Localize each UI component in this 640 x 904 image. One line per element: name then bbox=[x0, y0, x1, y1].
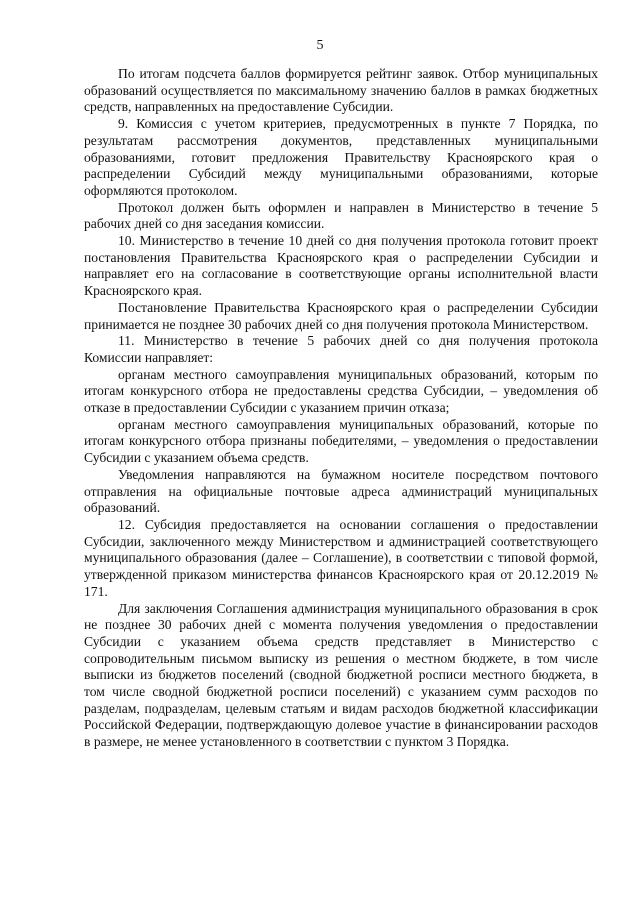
paragraph-resolution: Постановление Правительства Красноярского края о распределении Субсидии принимается не позднее 30 рабочих дней со дня получения протокола Министерством. bbox=[84, 299, 598, 332]
paragraph-winner-notice: органам местного самоуправления муниципальных образований, которые по итогам конкурсного отбора признаны победителями, – уведомления о предоставлении Субсидии с указанием объема средств. bbox=[84, 416, 598, 466]
paragraph-9-commission: 9. Комиссия с учетом критериев, предусмотренных в пункте 7 Порядка, по результатам рассмотрения документов, представленных муниципальными образованиями, готовит предложения Правительству Красноярского края о распределении Субсидий между муниципальными образованиями, которые оформляются протоколом. bbox=[84, 116, 598, 198]
paragraph-11-notifications: 11. Министерство в течение 5 рабочих дней со дня получения протокола Комиссии направляет: bbox=[84, 333, 598, 365]
paragraph-10-ministry: 10. Министерство в течение 10 дней со дня получения протокола готовит проект постановления Правительства Красноярского края о распределении Субсидии и направляет его на согласование в соответствующие органы исполнительной власти Красноярского края. bbox=[84, 233, 598, 299]
paragraph-rating: По итогам подсчета баллов формируется рейтинг заявок. Отбор муниципальных образований осуществляется по максимальному значению баллов в рамках бюджетных средств, направленных на предоставление Субсидии. bbox=[84, 66, 598, 115]
paragraph-12-agreement: 12. Субсидия предоставляется на основании соглашения о предоставлении Субсидии, заключенного между Министерством и администрацией соответствующего муниципального образования (далее – Соглашение), в соответствии с типовой формой, утвержденной приказом министерства финансов Красноярского края от 20.12.2019 № 171. bbox=[84, 516, 598, 599]
paragraph-refusal-notice: органам местного самоуправления муниципальных образований, которым по итогам конкурсного отбора не предоставлены средства Субсидии, – уведомления об отказе в предоставлении Субсидии с указанием причин отказа; bbox=[84, 366, 598, 416]
paragraph-protocol-deadline: Протокол должен быть оформлен и направлен в Министерство в течение 5 рабочих дней со дня заседания комиссии. bbox=[84, 199, 598, 232]
page-number: 5 bbox=[316, 38, 324, 53]
document-body bbox=[84, 66, 598, 751]
paragraph-mailing: Уведомления направляются на бумажном носителе посредством почтового отправления на официальные почтовые адреса администраций муниципальных образований. bbox=[84, 466, 598, 516]
paragraph-agreement-documents: Для заключения Соглашения администрация муниципального образования в срок не позднее 30 рабочих дней с момента получения уведомления о предоставлении Субсидии с указанием объема средств представляет в Министерство с сопроводительным письмом выписку из решения о местном бюджете, в том числе выписки из бюджетов поселений (сводной бюджетной росписи местного бюджета, в том числе сводной бюджетной росписи поселений) с указанием сумм расходов по разделам, подразделам, целевым статьям и видам расходов бюджетной классификации Российской Федерации, подтверждающую долевое участие в финансировании расходов в размере, не менее установленного в соответствии с пунктом 3 Порядка. bbox=[84, 600, 598, 750]
